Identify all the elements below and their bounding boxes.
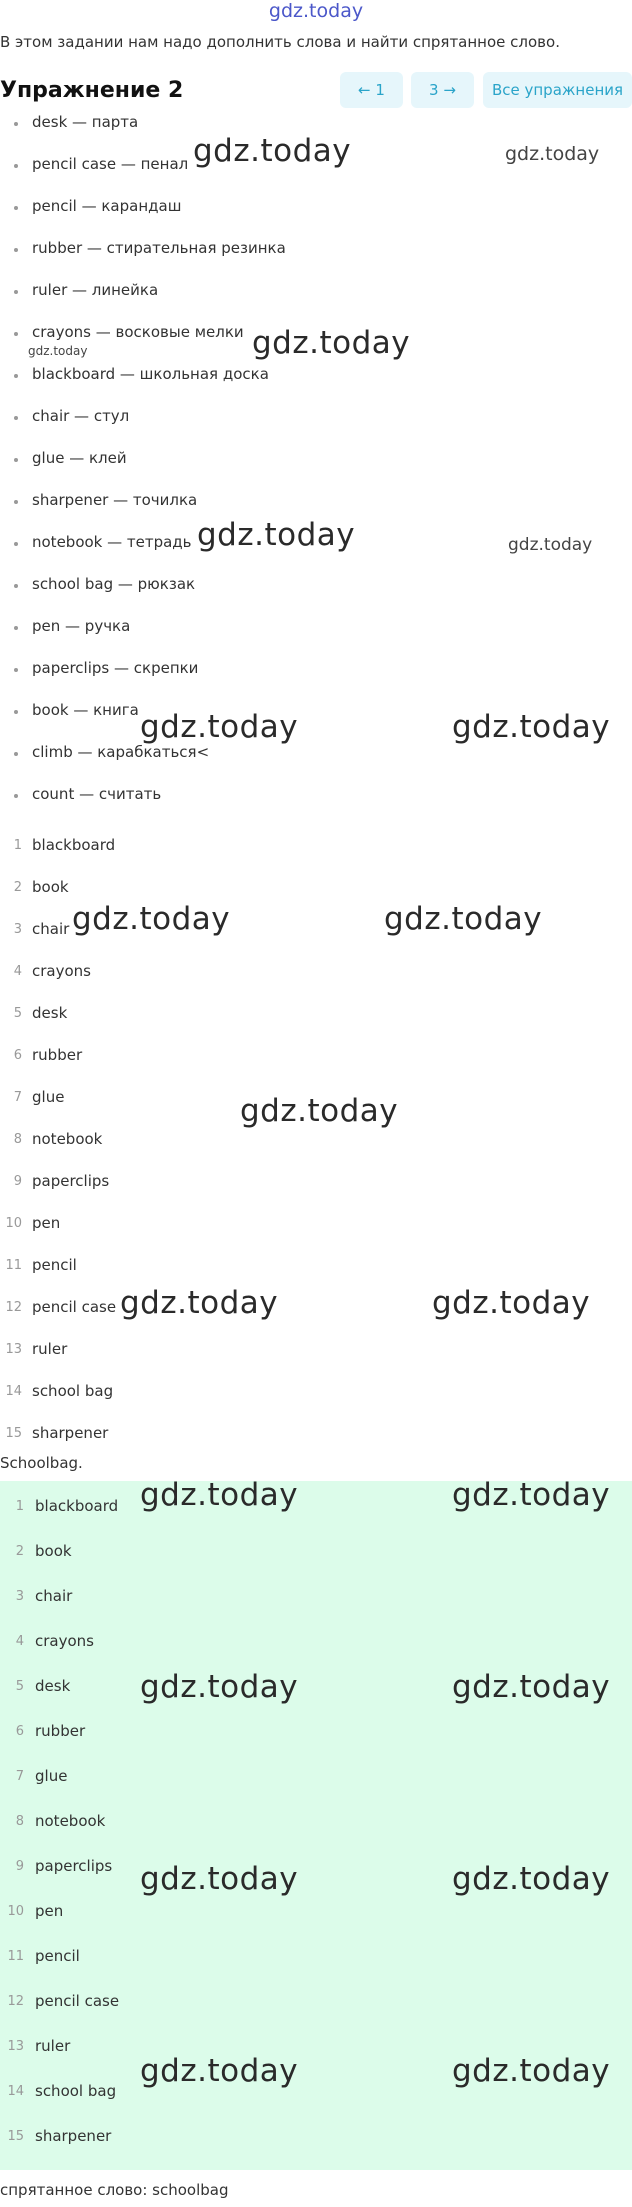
list-item: notebook [32,1130,103,1148]
list-item: book [32,878,69,896]
list-item: pencil case [32,1298,117,1316]
list-item: sharpener [32,1424,109,1442]
list-item: notebook [35,1812,106,1830]
all-exercises-button[interactable]: Все упражнения [483,72,632,108]
vocab-item: crayons — восковые мелки [32,323,244,341]
list-item: pen [35,1902,64,1920]
next-exercise-button[interactable]: 3 → [411,72,474,108]
watermark: gdz.today [120,1285,279,1321]
watermark: gdz.today [197,517,356,553]
vocab-item: blackboard — школьная доска [32,365,269,383]
list-item: pencil [32,1256,77,1274]
list-item: ruler [32,1340,68,1358]
list-item: school bag [32,1382,114,1400]
vocab-item: school bag — рюкзак [32,575,196,593]
list-item: book [35,1542,72,1560]
vocab-item: book — книга [32,701,139,719]
watermark: gdz.today [140,2053,299,2089]
watermark: gdz.today [452,1669,611,1705]
watermark: gdz.today [452,2053,611,2089]
watermark: gdz.today [452,709,611,745]
watermark: gdz.today [508,535,593,555]
hidden-word: спрятанное слово: schoolbag [0,2181,229,2199]
list-item: pencil [35,1947,80,1965]
watermark: gdz.today [140,1861,299,1897]
vocab-item: glue — клей [32,449,127,467]
vocabulary-list [0,108,632,808]
list-item: blackboard [35,1497,119,1515]
vocab-item: climb — карабкаться< [32,743,210,761]
exercise-title: Упражнение 2 [0,78,184,103]
list-item: paperclips [35,1857,113,1875]
vocab-item: pencil case — пенал [32,155,189,173]
list-item: pen [32,1214,61,1232]
list-item: rubber [35,1722,86,1740]
vocab-item: paperclips — скрепки [32,659,199,677]
vocab-item: pencil — карандаш [32,197,182,215]
list-item: desk [35,1677,71,1695]
watermark: gdz.today [252,325,411,361]
watermark: gdz.today [505,143,600,165]
list-item: crayons [35,1632,94,1650]
vocab-item: count — считать [32,785,162,803]
list-item: school bag [35,2082,117,2100]
list-item: blackboard [32,836,116,854]
vocab-item: rubber — стирательная резинка [32,239,286,257]
vocab-item: notebook — тетрадь [32,533,192,551]
watermark: gdz.today [384,901,543,937]
list-item: sharpener [35,2127,112,2145]
vocab-item: pen — ручка [32,617,131,635]
list-item: pencil case [35,1992,120,2010]
list-item: chair [32,920,70,938]
list-item: paperclips [32,1172,110,1190]
vocab-item: ruler — линейка [32,281,159,299]
list-item: desk [32,1004,68,1022]
vocab-item: chair — стул [32,407,130,425]
site-logo[interactable]: gdz.today [268,0,364,22]
watermark: gdz.today [140,1669,299,1705]
watermark: gdz.today [28,344,88,358]
watermark: gdz.today [240,1093,399,1129]
vocab-item: sharpener — точилка [32,491,198,509]
list-item: rubber [32,1046,83,1064]
list-item: glue [32,1088,65,1106]
list-item: ruler [35,2037,71,2055]
watermark: gdz.today [193,133,352,169]
prev-exercise-button[interactable]: ← 1 [340,72,403,108]
watermark: gdz.today [140,1477,299,1513]
watermark: gdz.today [140,709,299,745]
list-item: crayons [32,962,91,980]
watermark: gdz.today [452,1861,611,1897]
answer-text: Schoolbag. [0,1454,83,1472]
vocab-item: desk — парта [32,113,139,131]
watermark: gdz.today [432,1285,591,1321]
list-item: glue [35,1767,68,1785]
watermark: gdz.today [72,901,231,937]
task-intro: В этом задании нам надо дополнить слова и найти спрятанное слово. [0,33,560,51]
solution-panel: 1 blackboard 2 book 3 chair 4 crayons 5 desk 6 rubber 7 glue 8 notebook 9 paperclips 10 pen 11 pencil 12 pencil case 13 ruler 14 school bag 15 sharpener [0,1481,632,2170]
list-item: chair [35,1587,73,1605]
watermark: gdz.today [452,1477,611,1513]
